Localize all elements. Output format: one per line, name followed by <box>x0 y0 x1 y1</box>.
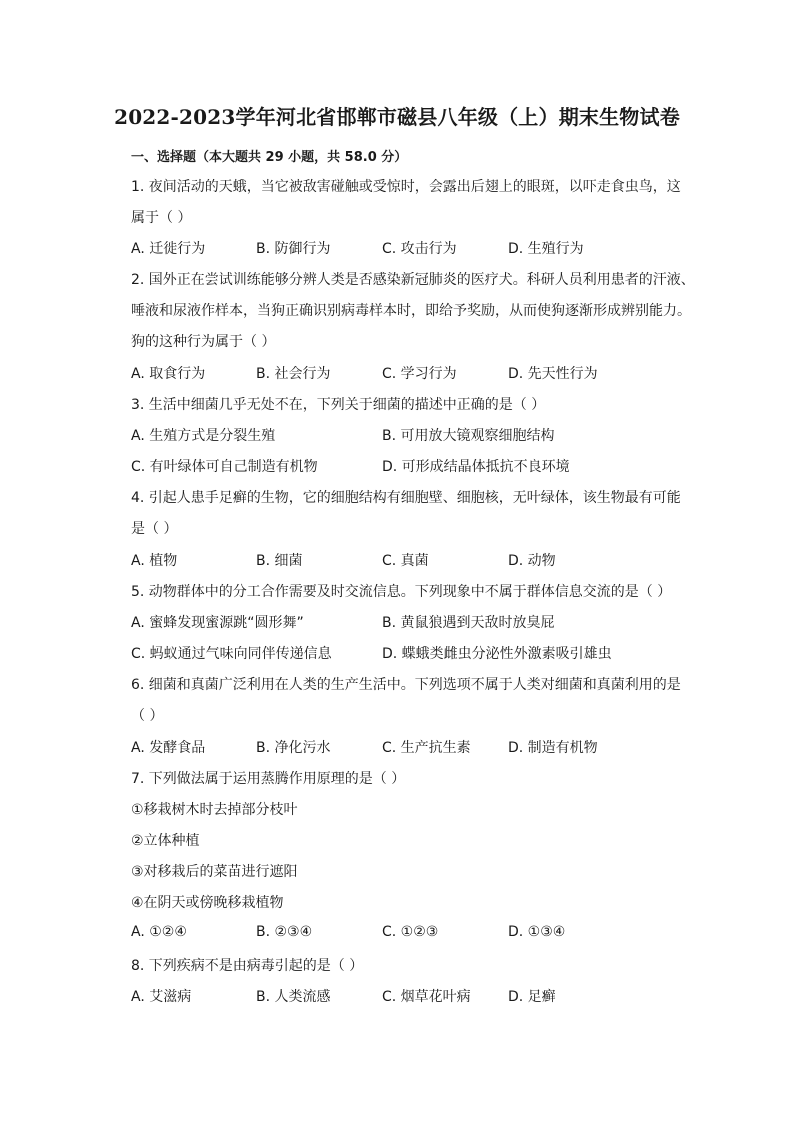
q7-option-c: C. ①②③ <box>382 924 439 940</box>
question-2-stem-cont2: 狗的这种行为属于（ ） <box>131 334 276 350</box>
question-4-stem: 4. 引起人患手足癣的生物，它的细胞结构有细胞壁、细胞核，无叶绿体，该生物最有可能 <box>131 490 681 506</box>
q2-option-b: B. 社会行为 <box>256 366 331 382</box>
q7-item-2: ②立体种植 <box>131 833 200 849</box>
question-4-stem-cont: 是（ ） <box>131 521 178 537</box>
q8-option-c: C. 烟草花叶病 <box>382 989 471 1005</box>
q6-option-a: A. 发酵食品 <box>131 740 206 756</box>
q3-option-c: C. 有叶绿体可自己制造有机物 <box>131 459 318 475</box>
q5-option-d: D. 蝶蛾类雌虫分泌性外激素吸引雄虫 <box>382 646 612 662</box>
q7-option-b: B. ②③④ <box>256 924 313 940</box>
q6-option-c: C. 生产抗生素 <box>382 740 471 756</box>
q7-option-d: D. ①③④ <box>508 924 566 940</box>
question-3-stem: 3. 生活中细菌几乎无处不在，下列关于细菌的描述中正确的是（ ） <box>131 397 546 413</box>
question-1-stem-cont: 属于（ ） <box>131 210 192 226</box>
exam-title: 2022-2023学年河北省邯郸市磁县八年级（上）期末生物试卷 <box>114 105 680 129</box>
q2-option-c: C. 学习行为 <box>382 366 457 382</box>
q8-option-a: A. 艾滋病 <box>131 989 192 1005</box>
q3-option-a: A. 生殖方式是分裂生殖 <box>131 428 276 444</box>
question-2-stem-cont: 唾液和尿液作样本，当狗正确识别病毒样本时，即给予奖励，从而使狗逐渐形成辨别能力。 <box>131 303 691 319</box>
q4-option-c: C. 真菌 <box>382 553 429 569</box>
question-6-stem: 6. 细菌和真菌广泛利用在人类的生产生活中。下列选项不属于人类对细菌和真菌利用的是 <box>131 677 681 693</box>
question-1-stem: 1. 夜间活动的天蛾，当它被敌害碰触或受惊时，会露出后翅上的眼斑，以吓走食虫鸟，这 <box>131 179 681 195</box>
q2-option-a: A. 取食行为 <box>131 366 206 382</box>
q7-item-3: ③对移栽后的菜苗进行遮阳 <box>131 864 298 880</box>
q1-option-b: B. 防御行为 <box>256 241 331 257</box>
q5-option-b: B. 黄鼠狼遇到天敌时放臭屁 <box>382 615 555 631</box>
q7-item-1: ①移栽树木时去掉部分枝叶 <box>131 802 298 818</box>
question-2-stem: 2. 国外正在尝试训练能够分辨人类是否感染新冠肺炎的医疗犬。科研人员利用患者的汗液、 <box>131 272 695 288</box>
question-8-stem: 8. 下列疾病不是由病毒引起的是（ ） <box>131 958 364 974</box>
q1-option-a: A. 迁徙行为 <box>131 241 206 257</box>
q3-option-d: D. 可形成结晶体抵抗不良环境 <box>382 459 570 475</box>
question-7-stem: 7. 下列做法属于运用蒸腾作用原理的是（ ） <box>131 771 406 787</box>
q7-item-4: ④在阴天或傍晚移栽植物 <box>131 895 284 911</box>
q4-option-b: B. 细菌 <box>256 553 303 569</box>
q7-option-a: A. ①②④ <box>131 924 187 940</box>
q8-option-b: B. 人类流感 <box>256 989 331 1005</box>
q2-option-d: D. 先天性行为 <box>508 366 598 382</box>
q4-option-d: D. 动物 <box>508 553 556 569</box>
q6-option-d: D. 制造有机物 <box>508 740 598 756</box>
q8-option-d: D. 足癣 <box>508 989 556 1005</box>
question-5-stem: 5. 动物群体中的分工合作需要及时交流信息。下列现象中不属于群体信息交流的是（ ） <box>131 584 672 600</box>
section-heading: 一、选择题（本大题共 29 小题，共 58.0 分） <box>131 150 408 165</box>
q1-option-c: C. 攻击行为 <box>382 241 457 257</box>
q5-option-a: A. 蜜蜂发现蜜源跳“圆形舞” <box>131 615 304 631</box>
q1-option-d: D. 生殖行为 <box>508 241 584 257</box>
q4-option-a: A. 植物 <box>131 553 178 569</box>
q5-option-c: C. 蚂蚁通过气味向同伴传递信息 <box>131 646 332 662</box>
q6-option-b: B. 净化污水 <box>256 740 331 756</box>
question-6-stem-cont: （ ） <box>131 708 164 724</box>
q3-option-b: B. 可用放大镜观察细胞结构 <box>382 428 555 444</box>
